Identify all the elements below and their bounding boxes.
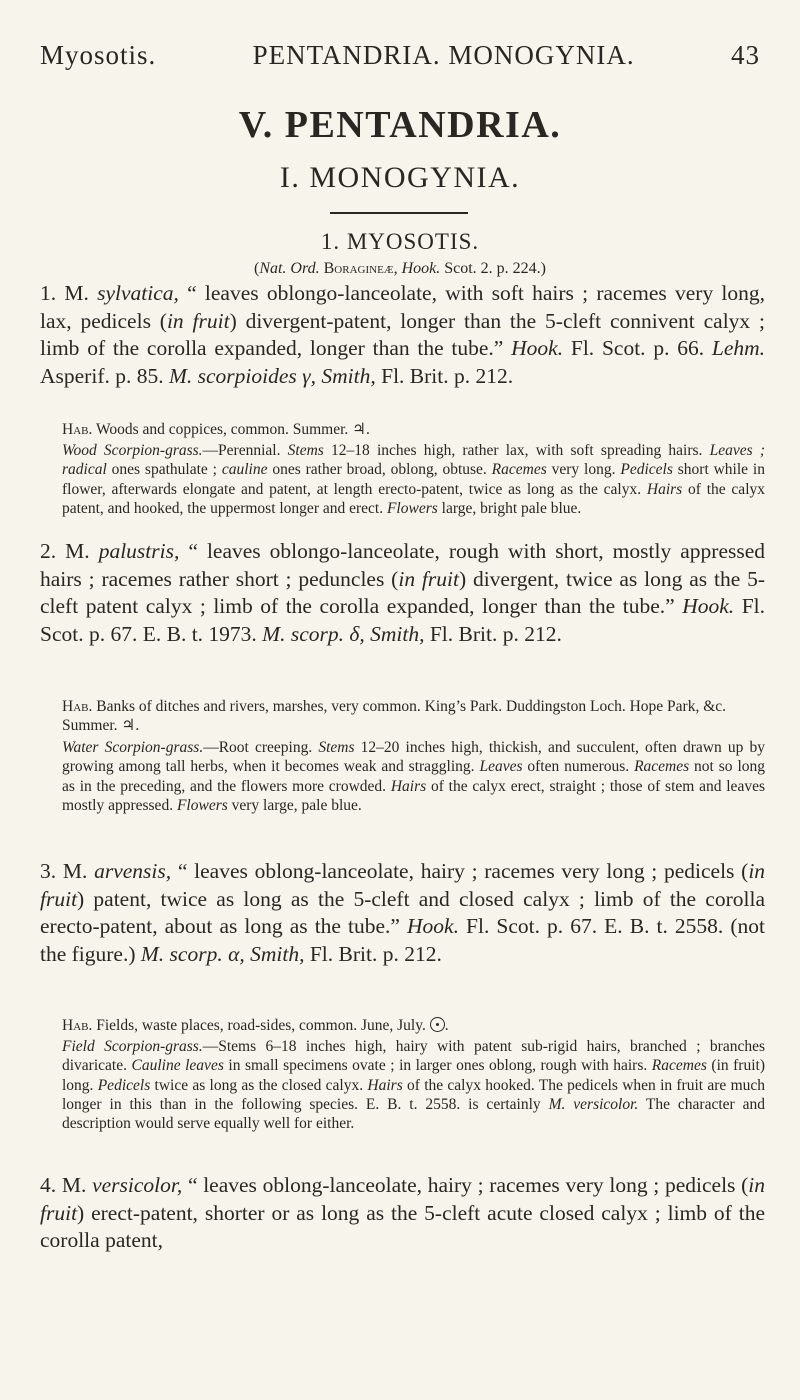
- page-number: 43: [730, 40, 760, 70]
- note-arvensis: Field Scorpion-grass.—Stems 6–18 inches high, hairy with patent sub-rigid hairs, branched ; branches divaricate. Cauline leaves in small specimens ovate ; in larger ones oblong, rough with hairs. Racemes (in fruit) long. Pedicels twice as long as the closed calyx. Hairs of the calyx hooked. The pedicels when in fruit are much longer in this than in the following species. E. B. t. 2558. is certainly M. versicolor. The character and description would serve equally well for either.: [62, 1038, 766, 1133]
- habitat-palustris: Hab. Banks of ditches and rivers, marshes, very common. King’s Park. Duddingston Loch. Hope Park, &c. Summer. ♃.: [62, 698, 727, 734]
- species-name: versicolor,: [92, 1173, 183, 1197]
- running-head-title: PENTANDRIA. MONOGYNIA.: [252, 40, 635, 70]
- class-title: V. PENTANDRIA.: [238, 104, 562, 146]
- running-head: [40, 40, 760, 71]
- annual-symbol-icon: [430, 1017, 445, 1032]
- note-sylvatica: Wood Scorpion-grass.—Perennial. Stems 12–18 inches high, rather lax, with soft spreading hairs. Leaves ; radical ones spathulate ; cauline ones rather broad, oblong, obtuse. Racemes very long. Pedicels short while in flower, afterwards elongate and patent, at length erecto-patent, twice as long as the calyx. Hairs of the calyx patent, and hooked, the uppermost longer and erect. Flowers large, bright pale blue.: [62, 442, 765, 517]
- species-name: palustris,: [98, 539, 180, 563]
- note-palustris: Water Scorpion-grass.—Root creeping. Stems 12–20 inches high, thickish, and succulent, often drawn up by growing among tall herbs, when it becomes weak and straggling. Leaves often numerous. Racemes not so long as in the preceding, and the flowers more crowded. Hairs of the calyx erect, straight ; those of stem and leaves mostly appressed. Flowers very large, pale blue.: [62, 739, 765, 814]
- running-head-genus: Myosotis.: [40, 40, 157, 70]
- species-name: arvensis,: [94, 859, 172, 883]
- genus-title: 1. MYOSOTIS.: [320, 229, 480, 254]
- order-title: I. MONOGYNIA.: [279, 161, 521, 194]
- habitat-arvensis: Hab. Fields, waste places, road-sides, common. June, July. .: [62, 1017, 449, 1034]
- species-palustris: 2. M. palustris, “ leaves oblongo-lanceolate, rough with short, mostly appressed hairs ; racemes rather short ; peduncles (in fruit) divergent, twice as long as the 5-cleft patent calyx ; limb of the corolla expanded, longer than the tube.” Hook. Fl. Scot. p. 67. E. B. t. 1973. M. scorp. δ, Smith, Fl. Brit. p. 212.: [40, 539, 766, 646]
- divider-rule: [330, 212, 468, 214]
- species-sylvatica: 1. M. sylvatica, “ leaves oblongo-lanceolate, with soft hairs ; racemes very long, lax, pedicels (in fruit) divergent-patent, longer than the 5-cleft connivent calyx ; limb of the corolla expanded, longer than the tube.” Hook. Fl. Scot. p. 66. Lehm. Asperif. p. 85. M. scorpioides γ, Smith, Fl. Brit. p. 212.: [40, 281, 766, 388]
- species-arvensis: 3. M. arvensis, “ leaves oblong-lanceolate, hairy ; racemes very long ; pedicels (in fruit) patent, twice as long as the 5-cleft and closed calyx ; limb of the corolla erecto-patent, about as long as the tube.” Hook. Fl. Scot. p. 67. E. B. t. 2558. (not the figure.) M. scorp. α, Smith, Fl. Brit. p. 212.: [40, 859, 766, 966]
- habitat-sylvatica: Hab. Woods and coppices, common. Summer. ♃.: [62, 421, 370, 438]
- genus-reference: (Nat. Ord. Boragineæ, Hook. Scot. 2. p. 224.): [253, 260, 547, 277]
- species-versicolor: 4. M. versicolor, “ leaves oblong-lanceolate, hairy ; racemes very long ; pedicels (in fruit) erect-patent, shorter or as long as the 5-cleft acute closed calyx ; limb of the corolla patent,: [40, 1173, 766, 1252]
- species-name: sylvatica,: [97, 281, 179, 305]
